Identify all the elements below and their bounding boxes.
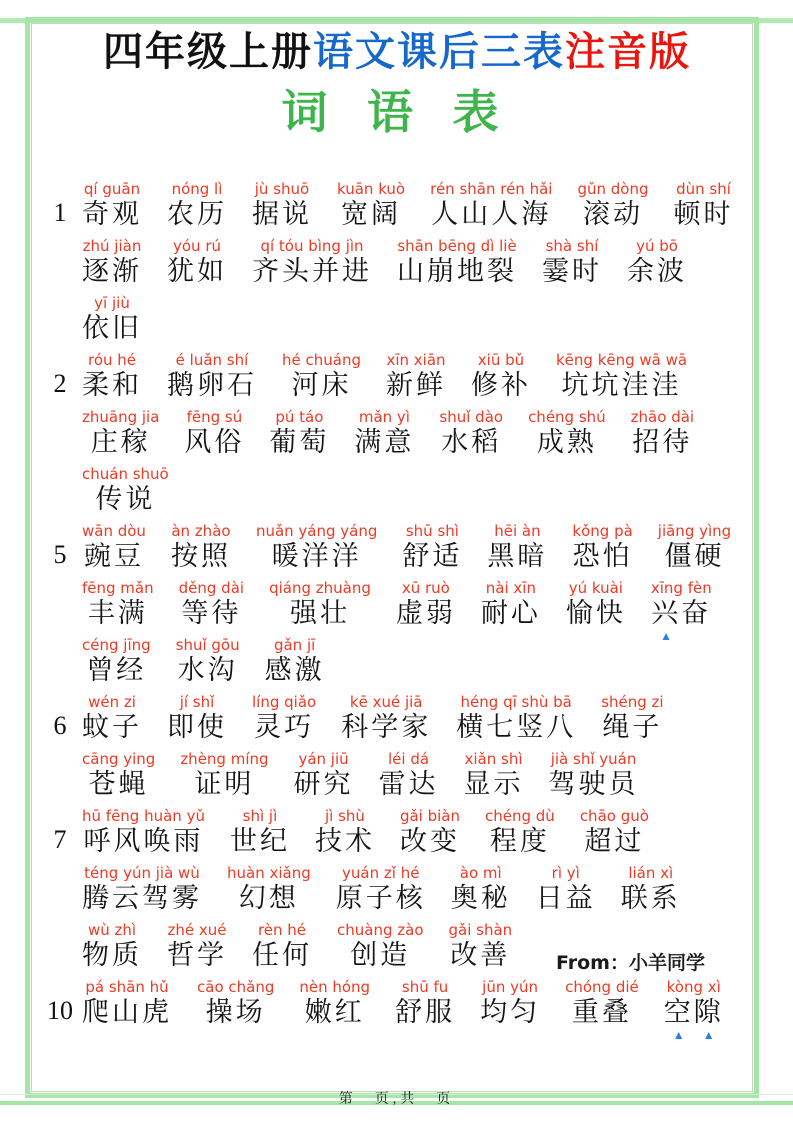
word-entry xyxy=(252,694,316,743)
word-pinyin: yóu rú xyxy=(172,236,221,255)
word-pinyin: yú kuài xyxy=(568,578,623,597)
word-entry xyxy=(82,694,142,743)
word-entry xyxy=(480,979,540,1028)
word-pinyin: shì jì xyxy=(242,806,278,825)
emphasis-triangle-icon: ▲ ▲ xyxy=(672,1027,715,1042)
word-pinyin: fēng mǎn xyxy=(82,578,154,597)
lesson-number: 7 xyxy=(53,824,67,854)
word-pinyin: kē xué jiā xyxy=(349,692,423,711)
word-line xyxy=(82,637,325,686)
word-entry xyxy=(315,808,375,857)
word-hanzi: 即使 xyxy=(167,711,227,742)
word-entry xyxy=(402,523,462,572)
word-hanzi: 虚弱 xyxy=(395,597,456,628)
word-row xyxy=(38,637,756,686)
word-pinyin: dùn shí xyxy=(676,179,731,198)
word-entry xyxy=(82,409,159,458)
word-hanzi: 横七竖八 xyxy=(456,711,577,742)
word-entry xyxy=(601,694,663,743)
word-entry xyxy=(395,979,455,1028)
word-line xyxy=(82,977,724,1042)
word-group xyxy=(38,808,756,971)
word-hanzi: 修补 xyxy=(470,369,531,400)
word-hanzi: 曾经 xyxy=(86,654,147,685)
word-pinyin: cāng ying xyxy=(82,749,156,768)
section-title: 词 语 表 xyxy=(281,87,513,138)
word-row xyxy=(38,865,756,914)
word-entry xyxy=(82,181,142,230)
word-pinyin: fēng sú xyxy=(186,407,243,426)
word-pinyin: shū fu xyxy=(401,977,449,996)
word-pinyin: chéng shú xyxy=(528,407,606,426)
word-pinyin: jí shǐ xyxy=(179,692,215,711)
word-pinyin: chéng dù xyxy=(485,806,555,825)
word-pinyin: cāo chǎng xyxy=(197,977,275,996)
word-hanzi: 物质 xyxy=(82,939,142,970)
word-pinyin: lián xì xyxy=(628,863,674,882)
word-row xyxy=(38,808,756,857)
word-row xyxy=(38,751,756,800)
emphasis-triangle-icon: ▲ xyxy=(660,628,673,643)
word-entry xyxy=(566,580,626,629)
word-entry xyxy=(82,295,142,344)
word-pinyin: xiū bǔ xyxy=(477,350,525,369)
word-pinyin: nóng lì xyxy=(171,179,223,198)
page-footer xyxy=(0,1088,793,1108)
word-pinyin: kòng xì xyxy=(666,977,721,996)
word-pinyin: zhú jiàn xyxy=(82,236,142,255)
word-entry xyxy=(658,523,731,572)
word-hanzi: 顿时 xyxy=(673,198,734,229)
word-hanzi: 犹如 xyxy=(167,255,227,286)
word-entry xyxy=(227,865,311,914)
word-pinyin: shān bēng dì liè xyxy=(397,236,517,255)
word-line xyxy=(82,922,512,971)
word-entry xyxy=(341,694,431,743)
word-hanzi: 灵巧 xyxy=(254,711,315,742)
word-hanzi: 葡萄 xyxy=(269,426,330,457)
word-pinyin: yán jiū xyxy=(298,749,349,768)
word-hanzi: 水沟 xyxy=(177,654,238,685)
word-line xyxy=(82,751,639,800)
word-row xyxy=(38,523,756,572)
word-entry xyxy=(171,523,231,572)
word-pinyin: gǔn dòng xyxy=(577,179,649,198)
word-pinyin: qí guān xyxy=(83,179,141,198)
word-pinyin: jūn yún xyxy=(482,977,539,996)
word-hanzi: 显示 xyxy=(463,768,524,799)
word-hanzi: 柔和 xyxy=(82,369,142,400)
word-hanzi: 均匀 xyxy=(480,996,541,1027)
word-pinyin: kēng kēng wā wā xyxy=(555,350,688,369)
word-entry xyxy=(180,751,268,800)
word-pinyin: líng qiǎo xyxy=(252,692,317,711)
word-hanzi: 河床 xyxy=(291,369,352,400)
word-hanzi: 舒适 xyxy=(402,540,463,571)
word-entry xyxy=(673,181,733,230)
lesson-number: 5 xyxy=(53,539,67,569)
word-hanzi: 滚动 xyxy=(582,198,643,229)
word-entry xyxy=(631,409,694,458)
word-entry xyxy=(265,637,325,686)
word-pinyin: chāo guò xyxy=(579,806,649,825)
word-entry xyxy=(82,637,151,686)
word-entry xyxy=(167,238,227,287)
word-entry xyxy=(167,922,227,971)
word-hanzi: 世纪 xyxy=(229,825,290,856)
word-hanzi: 传说 xyxy=(95,483,156,514)
word-hanzi: 空隙 xyxy=(663,996,724,1027)
word-entry xyxy=(256,523,377,572)
word-hanzi: 等待 xyxy=(181,597,242,628)
word-entry xyxy=(430,181,552,230)
word-hanzi: 农历 xyxy=(167,198,227,229)
word-group xyxy=(38,523,756,686)
word-pinyin: jì shù xyxy=(324,806,365,825)
word-pinyin: wù zhì xyxy=(87,920,137,939)
word-entry xyxy=(82,865,202,914)
word-row xyxy=(38,238,756,287)
word-hanzi: 改变 xyxy=(399,825,460,856)
word-pinyin: xū ruò xyxy=(401,578,450,597)
word-hanzi: 强壮 xyxy=(289,597,350,628)
word-entry xyxy=(230,808,290,857)
word-line xyxy=(82,466,169,515)
word-row xyxy=(38,977,756,1042)
word-row xyxy=(38,694,756,743)
word-entry xyxy=(82,352,142,401)
word-entry xyxy=(565,979,639,1028)
word-entry xyxy=(439,409,503,458)
word-pinyin: jiāng yìng xyxy=(657,521,732,540)
word-row xyxy=(38,181,756,230)
word-pinyin: shuǐ gōu xyxy=(175,635,240,654)
word-pinyin: céng jīng xyxy=(82,635,151,654)
word-entry xyxy=(354,409,414,458)
page-frame-top-band xyxy=(0,18,793,23)
word-entry xyxy=(471,352,531,401)
word-hanzi: 科学家 xyxy=(341,711,432,742)
word-entry xyxy=(269,409,329,458)
word-entry xyxy=(337,922,424,971)
word-line xyxy=(82,523,731,572)
word-hanzi: 逐渐 xyxy=(82,255,142,286)
word-hanzi: 豌豆 xyxy=(83,540,144,571)
word-entry xyxy=(379,751,439,800)
word-pinyin: shéng zi xyxy=(601,692,664,711)
word-pinyin: xīn xiān xyxy=(386,350,446,369)
word-pinyin: nèn hóng xyxy=(299,977,371,996)
word-pinyin: àn zhào xyxy=(171,521,231,540)
word-pinyin: yī jiù xyxy=(94,293,130,312)
word-entry xyxy=(663,977,724,1042)
word-entry xyxy=(456,694,576,743)
word-hanzi: 奥秘 xyxy=(450,882,511,913)
word-hanzi: 苍蝇 xyxy=(88,768,149,799)
word-hanzi: 暖洋洋 xyxy=(271,540,362,571)
word-hanzi: 创造 xyxy=(350,939,411,970)
word-entry xyxy=(176,637,240,686)
word-entry xyxy=(294,751,354,800)
word-entry xyxy=(179,580,244,629)
word-group xyxy=(38,181,756,344)
word-entry xyxy=(82,979,172,1028)
word-entry xyxy=(580,808,649,857)
word-pinyin: rén shān rén hǎi xyxy=(430,179,553,198)
word-hanzi: 愉快 xyxy=(565,597,626,628)
word-pinyin: hū fēng huàn yǔ xyxy=(82,806,205,825)
word-pinyin: héng qī shù bā xyxy=(460,692,572,711)
word-hanzi: 感激 xyxy=(264,654,325,685)
word-hanzi: 奇观 xyxy=(82,198,142,229)
word-pinyin: zhèng míng xyxy=(180,749,269,768)
word-pinyin: hé chuáng xyxy=(282,350,361,369)
word-line xyxy=(82,694,664,743)
word-hanzi: 程度 xyxy=(489,825,550,856)
word-line xyxy=(82,409,694,458)
word-pinyin: é luǎn shí xyxy=(175,350,249,369)
word-pinyin: xīng fèn xyxy=(650,578,712,597)
word-entry xyxy=(167,352,257,401)
title-part-edition: 注音版 xyxy=(565,29,691,74)
word-entry xyxy=(577,181,648,230)
page-title xyxy=(38,30,756,74)
word-entry xyxy=(627,238,687,287)
word-entry xyxy=(337,181,405,230)
word-hanzi: 兴奋 xyxy=(651,597,712,628)
word-pinyin: nài xīn xyxy=(485,578,536,597)
word-hanzi: 黑暗 xyxy=(487,540,548,571)
word-pinyin: wén zi xyxy=(88,692,136,711)
word-entry xyxy=(572,523,632,572)
word-hanzi: 耐心 xyxy=(480,597,541,628)
word-entry xyxy=(528,409,606,458)
word-hanzi: 哲学 xyxy=(167,939,227,970)
word-entry xyxy=(650,578,712,643)
lesson-number: 6 xyxy=(53,710,67,740)
word-pinyin: gǎi shàn xyxy=(448,920,513,939)
word-pinyin: chuàng zào xyxy=(337,920,424,939)
word-entry xyxy=(400,808,460,857)
word-pinyin: gǎn jī xyxy=(273,635,316,654)
word-hanzi: 证明 xyxy=(194,768,255,799)
word-hanzi: 日益 xyxy=(535,882,596,913)
word-pinyin: léi dá xyxy=(388,749,430,768)
title-part-grade: 四年级上册 xyxy=(103,29,313,74)
word-entry xyxy=(451,865,511,914)
word-entry xyxy=(82,580,154,629)
word-row xyxy=(38,352,756,401)
word-entry xyxy=(549,751,639,800)
word-entry xyxy=(485,808,555,857)
word-pinyin: xiǎn shì xyxy=(464,749,523,768)
footer-page-label: 第 页,共 页 xyxy=(338,1092,455,1107)
word-entry xyxy=(536,865,596,914)
word-pinyin: mǎn yì xyxy=(358,407,410,426)
word-hanzi: 鹅卵石 xyxy=(167,369,257,400)
word-entry xyxy=(82,238,142,287)
word-entry xyxy=(252,922,312,971)
word-entry xyxy=(167,694,227,743)
word-entry xyxy=(464,751,524,800)
word-pinyin: shà shí xyxy=(545,236,599,255)
word-pinyin: zhé xué xyxy=(167,920,227,939)
word-entry xyxy=(481,580,541,629)
word-hanzi: 满意 xyxy=(354,426,415,457)
word-entry xyxy=(386,352,446,401)
word-line xyxy=(82,808,649,857)
word-entry xyxy=(82,751,155,800)
word-pinyin: kuān kuò xyxy=(337,179,406,198)
word-hanzi: 幻想 xyxy=(238,882,299,913)
word-pinyin: pú táo xyxy=(275,407,324,426)
word-hanzi: 绳子 xyxy=(602,711,663,742)
word-hanzi: 呼风唤雨 xyxy=(83,825,204,856)
word-pinyin: děng dài xyxy=(178,578,245,597)
word-hanzi: 依旧 xyxy=(82,312,142,343)
word-entry xyxy=(167,181,227,230)
word-entry xyxy=(197,979,274,1028)
word-group xyxy=(38,352,756,515)
word-hanzi: 水稻 xyxy=(441,426,502,457)
word-entry xyxy=(82,466,169,515)
word-entry xyxy=(556,352,687,401)
word-entry xyxy=(299,979,370,1028)
word-line xyxy=(82,238,687,287)
word-entry xyxy=(82,922,142,971)
word-pinyin: ào mì xyxy=(459,863,502,882)
word-row xyxy=(38,466,756,515)
word-entry xyxy=(336,865,426,914)
word-hanzi: 丰满 xyxy=(87,597,148,628)
word-hanzi: 余波 xyxy=(627,255,687,286)
word-pinyin: wān dòu xyxy=(82,521,146,540)
word-pinyin: nuǎn yáng yáng xyxy=(255,521,378,540)
word-entry xyxy=(542,238,602,287)
word-entry xyxy=(396,580,456,629)
word-hanzi: 按照 xyxy=(170,540,231,571)
lesson-number: 1 xyxy=(53,197,67,227)
word-group xyxy=(38,977,756,1042)
word-line xyxy=(82,295,142,344)
word-hanzi: 重叠 xyxy=(571,996,632,1027)
word-entry xyxy=(282,352,361,401)
word-group xyxy=(38,694,756,800)
word-pinyin: chóng dié xyxy=(565,977,639,996)
word-hanzi: 人山人海 xyxy=(431,198,552,229)
word-hanzi: 风俗 xyxy=(184,426,245,457)
word-pinyin: shū shì xyxy=(405,521,459,540)
word-list xyxy=(38,179,756,1042)
word-hanzi: 庄稼 xyxy=(90,426,151,457)
word-hanzi: 招待 xyxy=(632,426,693,457)
word-hanzi: 齐头并进 xyxy=(252,255,372,286)
word-entry xyxy=(252,238,372,287)
word-hanzi: 嫩红 xyxy=(304,996,365,1027)
word-line xyxy=(82,578,712,643)
word-hanzi: 操场 xyxy=(205,996,266,1027)
word-hanzi: 驾驶员 xyxy=(548,768,639,799)
word-hanzi: 超过 xyxy=(584,825,645,856)
word-pinyin: jià shǐ yuán xyxy=(550,749,637,768)
word-pinyin: hēi àn xyxy=(494,521,541,540)
word-row xyxy=(38,578,756,643)
lesson-number: 2 xyxy=(53,368,67,398)
word-pinyin: téng yún jià wù xyxy=(84,863,200,882)
word-hanzi: 据说 xyxy=(252,198,312,229)
word-hanzi: 联系 xyxy=(620,882,681,913)
word-entry xyxy=(252,181,312,230)
word-pinyin: kǒng pà xyxy=(572,521,633,540)
title-part-subject: 语文课后三表 xyxy=(313,29,565,74)
word-pinyin: huàn xiǎng xyxy=(227,863,311,882)
word-pinyin: yuán zǐ hé xyxy=(342,863,420,882)
page-content xyxy=(38,29,756,1042)
word-hanzi: 宽阔 xyxy=(341,198,402,229)
word-entry xyxy=(621,865,681,914)
word-entry xyxy=(449,922,513,971)
word-hanzi: 新鲜 xyxy=(385,369,446,400)
word-hanzi: 舒服 xyxy=(395,996,456,1027)
word-hanzi: 腾云驾雾 xyxy=(82,882,202,913)
word-row xyxy=(38,409,756,458)
word-hanzi: 雷达 xyxy=(378,768,439,799)
word-entry xyxy=(487,523,547,572)
word-pinyin: zhuāng jia xyxy=(82,407,160,426)
word-pinyin: chuán shuō xyxy=(82,464,169,483)
word-entry xyxy=(397,238,517,287)
word-line xyxy=(82,352,687,401)
word-pinyin: jù shuō xyxy=(254,179,310,198)
word-entry xyxy=(82,523,146,572)
word-hanzi: 霎时 xyxy=(542,255,602,286)
word-hanzi: 蚊子 xyxy=(82,711,142,742)
word-pinyin: shuǐ dào xyxy=(439,407,504,426)
word-pinyin: yú bō xyxy=(636,236,678,255)
word-pinyin: qiáng zhuàng xyxy=(269,578,371,597)
word-hanzi: 恐怕 xyxy=(572,540,633,571)
word-entry xyxy=(184,409,244,458)
word-pinyin: rì yì xyxy=(551,863,580,882)
word-pinyin: pá shān hǔ xyxy=(85,977,169,996)
lesson-number: 10 xyxy=(47,995,73,1025)
word-hanzi: 原子核 xyxy=(335,882,426,913)
word-pinyin: róu hé xyxy=(87,350,137,369)
word-hanzi: 研究 xyxy=(293,768,354,799)
word-hanzi: 僵硬 xyxy=(664,540,725,571)
word-pinyin: gǎi biàn xyxy=(399,806,460,825)
word-line xyxy=(82,181,733,230)
word-entry xyxy=(82,808,205,857)
word-line xyxy=(82,865,681,914)
word-entry xyxy=(269,580,371,629)
word-pinyin: qí tóu bìng jìn xyxy=(260,236,364,255)
word-hanzi: 坑坑洼洼 xyxy=(561,369,682,400)
word-hanzi: 任何 xyxy=(252,939,312,970)
word-hanzi: 爬山虎 xyxy=(82,996,172,1027)
word-hanzi: 改善 xyxy=(450,939,511,970)
word-hanzi: 山崩地裂 xyxy=(397,255,517,286)
word-pinyin: zhāo dài xyxy=(630,407,695,426)
word-hanzi: 技术 xyxy=(314,825,375,856)
word-pinyin: rèn hé xyxy=(257,920,307,939)
word-row xyxy=(38,295,756,344)
word-hanzi: 成熟 xyxy=(536,426,597,457)
author-note: From：小羊同学 xyxy=(556,952,705,974)
